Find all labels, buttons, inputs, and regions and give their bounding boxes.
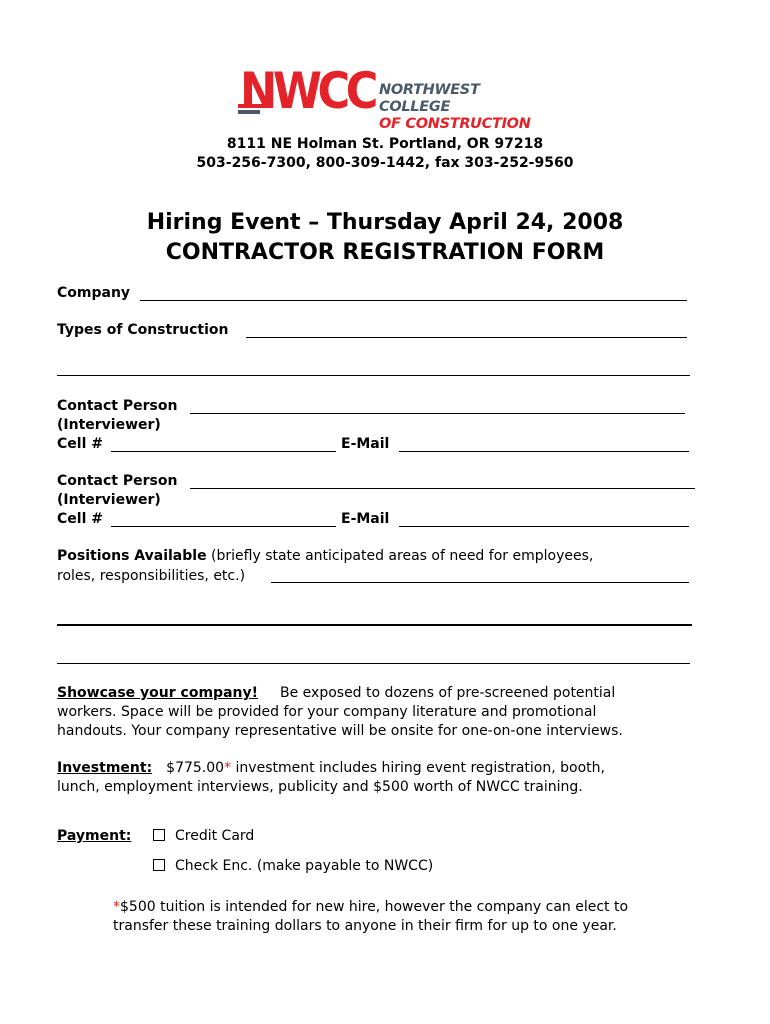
company-label: Company bbox=[57, 285, 131, 301]
contact2-line[interactable] bbox=[190, 488, 695, 489]
tuition-note-line1 bbox=[113, 899, 628, 915]
college-name bbox=[379, 82, 538, 133]
types-line[interactable] bbox=[246, 337, 687, 338]
email2-line[interactable] bbox=[399, 526, 689, 527]
interviewer2-label: (Interviewer) bbox=[57, 492, 161, 508]
cell1-label: Cell # bbox=[57, 436, 103, 452]
college-name-line1: NORTHWEST COLLEGE bbox=[379, 82, 480, 115]
interviewer1-label: (Interviewer) bbox=[57, 417, 161, 433]
positions-label: Positions Available bbox=[57, 548, 207, 564]
nwcc-logo bbox=[238, 62, 538, 132]
check-checkbox[interactable] bbox=[153, 859, 165, 871]
check-label: Check Enc. (make payable to NWCC) bbox=[175, 858, 434, 874]
showcase-line1 bbox=[57, 685, 615, 701]
investment-text2: lunch, employment interviews, publicity and $500 worth of NWCC training. bbox=[57, 779, 583, 795]
email1-line[interactable] bbox=[399, 451, 689, 452]
credit-card-checkbox[interactable] bbox=[153, 829, 165, 841]
contact2-label: Contact Person bbox=[57, 473, 178, 489]
payment-label: Payment: bbox=[57, 828, 132, 844]
event-title: Hiring Event – Thursday April 24, 2008 bbox=[146, 210, 624, 235]
investment-amount: $775.00 bbox=[166, 760, 225, 776]
form-title: CONTRACTOR REGISTRATION FORM bbox=[165, 240, 605, 265]
positions-line-3[interactable] bbox=[57, 663, 690, 664]
credit-card-label: Credit Card bbox=[175, 828, 255, 844]
tuition-note-text2: transfer these training dollars to anyone in their firm for up to one year. bbox=[113, 918, 617, 934]
positions-line[interactable] bbox=[271, 582, 689, 583]
credit-card-option[interactable] bbox=[153, 828, 254, 844]
investment-label: Investment: bbox=[57, 760, 153, 776]
contact1-line[interactable] bbox=[190, 413, 685, 414]
types-line-2[interactable] bbox=[57, 375, 690, 376]
nwcc-logo-mark-icon bbox=[238, 64, 376, 116]
tuition-note-text1: $500 tuition is intended for new hire, however the company can elect to bbox=[120, 899, 629, 915]
svg-text:NWCC: NWCC bbox=[240, 64, 376, 116]
showcase-text3: handouts. Your company representative will be onsite for one-on-one interviews. bbox=[57, 723, 623, 739]
tuition-note-star: * bbox=[113, 899, 120, 915]
cell2-label: Cell # bbox=[57, 511, 103, 527]
email1-label: E-Mail bbox=[341, 436, 390, 452]
email2-label: E-Mail bbox=[341, 511, 390, 527]
check-option[interactable] bbox=[153, 858, 433, 874]
positions-line-2[interactable] bbox=[57, 624, 692, 626]
showcase-text2: workers. Space will be provided for your company literature and promotional bbox=[57, 704, 597, 720]
cell2-line[interactable] bbox=[111, 526, 336, 527]
investment-star: * bbox=[224, 760, 232, 776]
address-phones: 503-256-7300, 800-309-1442, fax 303-252-9560 bbox=[196, 155, 574, 171]
company-line[interactable] bbox=[140, 300, 687, 301]
contact1-label: Contact Person bbox=[57, 398, 178, 414]
investment-text1: investment includes hiring event registration, booth, bbox=[231, 760, 605, 776]
positions-text1: (briefly state anticipated areas of need for employees, bbox=[206, 548, 594, 564]
positions-line1 bbox=[57, 548, 593, 564]
showcase-label: Showcase your company! bbox=[57, 685, 258, 701]
college-name-line2: OF CONSTRUCTION bbox=[379, 116, 531, 132]
types-label: Types of Construction bbox=[57, 322, 229, 338]
showcase-text1: Be exposed to dozens of pre-screened potential bbox=[280, 685, 616, 701]
positions-text2: roles, responsibilities, etc.) bbox=[57, 568, 246, 584]
cell1-line[interactable] bbox=[111, 451, 336, 452]
investment-line1 bbox=[57, 760, 605, 776]
address-street: 8111 NE Holman St. Portland, OR 97218 bbox=[226, 136, 544, 152]
